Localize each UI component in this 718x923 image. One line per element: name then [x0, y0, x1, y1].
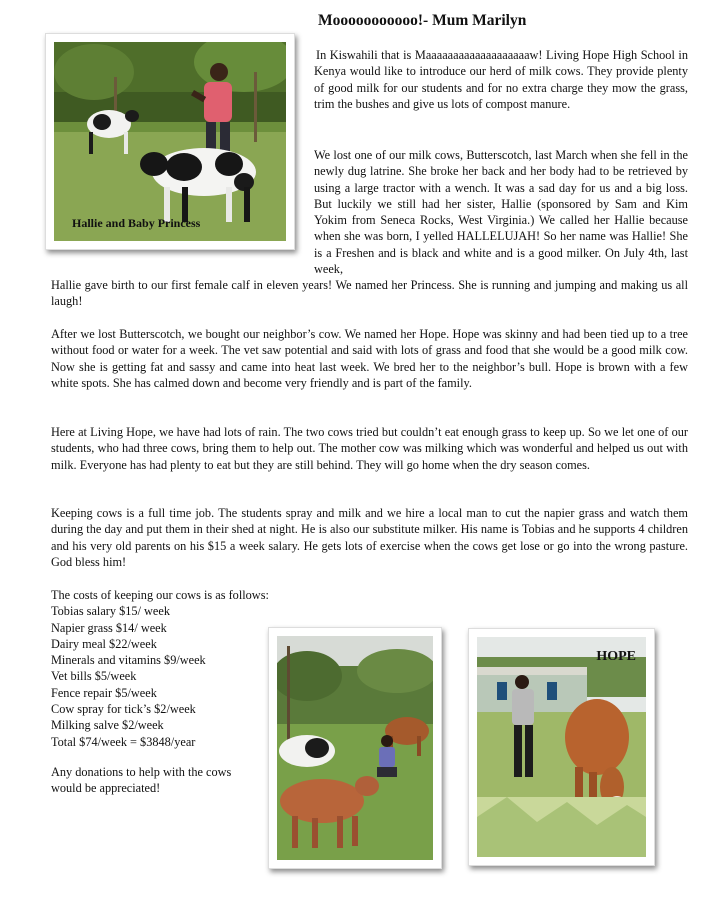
photo-hope-illustration [477, 637, 646, 857]
costs-heading: The costs of keeping our cows is as follows: [51, 588, 269, 602]
photo-hope [468, 628, 655, 866]
cost-item: Vet bills $5/week [51, 669, 137, 684]
photo-hallie-and-princess [45, 33, 295, 250]
donation-appeal: Any donations to help with the cows would be appreciated! [51, 765, 232, 796]
photo-tobias-illustration [277, 636, 433, 860]
cost-item: Tobias salary $15/ week [51, 604, 170, 619]
photo-tobias-with-cows [268, 627, 442, 869]
costs-list [51, 587, 271, 750]
cost-item: Milking salve $2/week [51, 718, 164, 733]
photo-caption-hallie: Hallie and Baby Princess [72, 216, 201, 230]
page-title: Mooooooooooo!- Mum Marilyn [318, 12, 527, 29]
paragraph-butterscotch: We lost one of our milk cows, Butterscotch, last March when she fell in the newly dug latrine. She broke her back and her body had to be retrieved by using a large tractor with a wench. It was a sad day for us and a big loss. But luckily we still had her sister, Hallie (sponsored by Sam and Kim Yokim from Seneca Rocks, West Virginia.) We called her Hallie because when she was born, I yelled HALLELUJAH! So her name was Hallie! She is a Freshen and is black and white and is a good milker. On July 4th, last week, [314, 148, 688, 277]
cost-item: Cow spray for tick’s $2/week [51, 702, 196, 717]
paragraph-tobias: Keeping cows is a full time job. The students spray and milk and we hire a local man to cut the napier grass and watch them during the day and put them in their shed at night. He is also our substitute milker. His name is Tobias and he supports 4 children and his very old parents on his $15 a week salary. He gets lots of exercise when the cows get lose or go into the wrong pasture. God bless him! [51, 506, 688, 569]
paragraph-butterscotch-continued: Hallie gave birth to our first female calf in eleven years! We named her Princess. She is running and jumping and making us all laugh! [51, 278, 688, 309]
cost-item: Napier grass $14/ week [51, 620, 167, 635]
paragraph-rain: Here at Living Hope, we have had lots of rain. The two cows tried but couldn’t eat enough grass to keep up. So we let one of our students, who had three cows, bring them to help out. The mother cow was milking which was wonderful and helped us out with milk. Everyone has had plenty to eat but they are still behind. They will go home when the dry season comes. [51, 425, 688, 472]
cost-item: Dairy meal $22/week [51, 636, 157, 651]
paragraph-hope: After we lost Butterscotch, we bought our neighbor’s cow. We named her Hope. Hope was skinny and had been tied up to a tree without food or water for a week. The vet saw potential and said with lots of grass and food that she would be a good milk cow. Now she is getting fat and sassy and came into heat last week. We bred her to the neighbor’s bull. Hope is brown with a few white spots. She has calmed down and become very friendly and is part of the family. [51, 327, 688, 390]
cost-item: Minerals and vitamins $9/week [51, 653, 206, 668]
photo-hallie-illustration [54, 42, 286, 241]
cost-total: Total $74/week = $3848/year [51, 734, 196, 749]
paragraph-intro: In Kiswahili that is Maaaaaaaaaaaaaaaaaaaw! Living Hope High School in Kenya would like to introduce our herd of milk cows. They provide plenty of good milk for our students and for no extra charge they mow the grass, trim the bushes and give us lots of compost manure. [314, 48, 688, 111]
cost-item: Fence repair $5/week [51, 685, 157, 700]
photo-caption-hope: HOPE [596, 649, 636, 664]
